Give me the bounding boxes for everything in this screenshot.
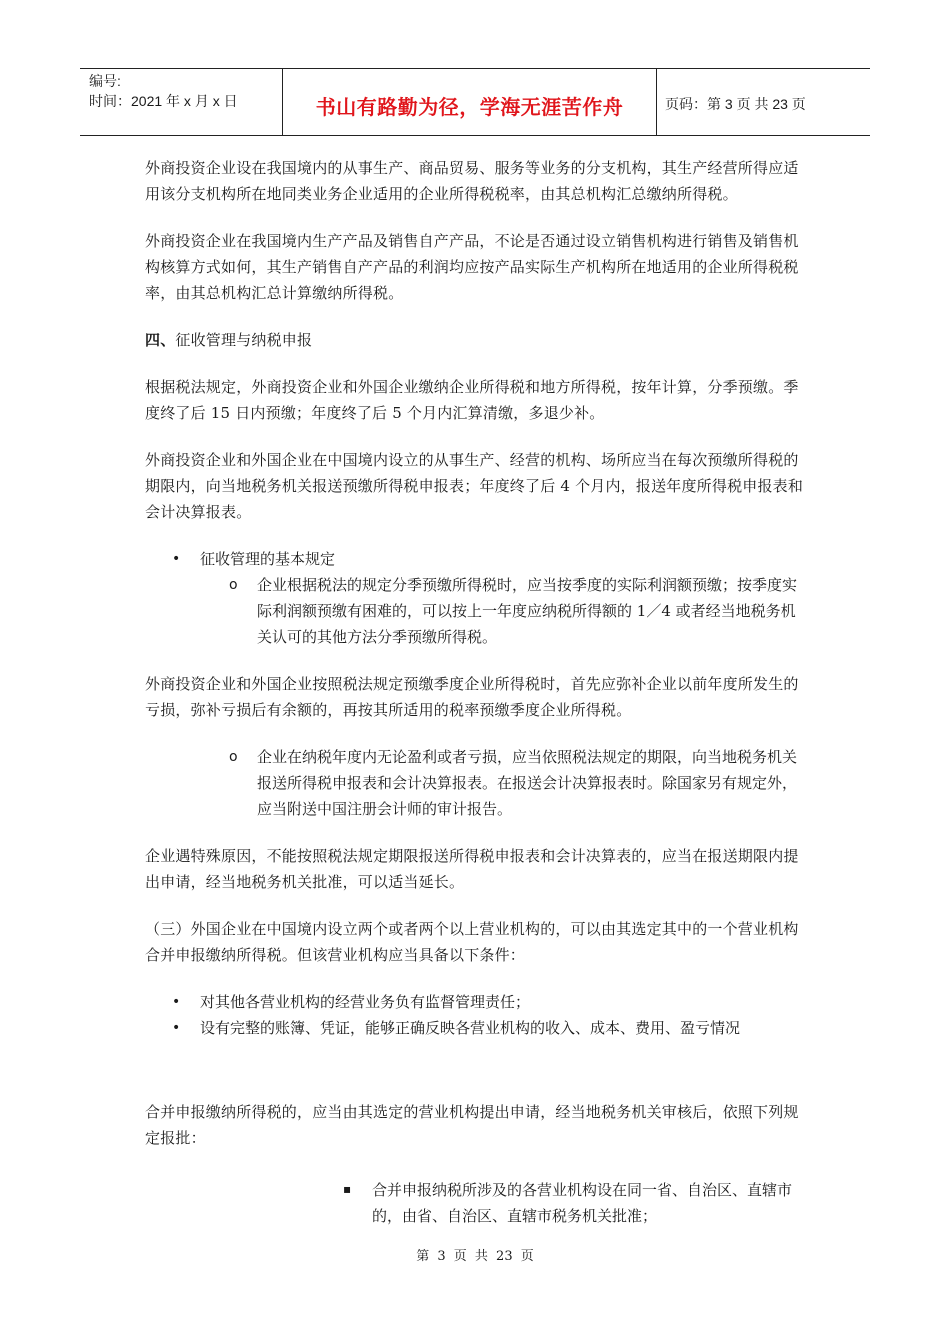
- document-date: 时间：2021 年 x 月 x 日: [89, 93, 238, 109]
- page-header: [80, 68, 870, 136]
- section-number: 四、: [145, 331, 176, 349]
- list-item-text: 设有完整的账簿、凭证，能够正确反映各营业机构的收入、成本、费用、盈亏情况: [200, 1019, 741, 1037]
- list-item: [145, 546, 810, 572]
- list-item: [145, 1177, 810, 1229]
- document-body: [145, 155, 810, 1229]
- paragraph: 根据税法规定，外商投资企业和外国企业缴纳企业所得税和地方所得税，按年计算，分季预缴。季度终了后 15 日内预缴；年度终了后 5 个月内汇算清缴，多退少补。: [145, 378, 799, 422]
- paragraph: 外商投资企业在我国境内生产产品及销售自产产品，不论是否通过设立销售机构进行销售及销售机构核算方式如何，其生产销售自产产品的利润均应按产品实际生产机构所在地适用的企业所得税税率，由其总机构汇总计算缴纳所得税。: [145, 232, 799, 302]
- circle-bullet-icon: o: [229, 577, 238, 593]
- list-item-text: 企业根据税法的规定分季预缴所得税时，应当按季度的实际利润额预缴；按季度实际利润额预缴有困难的，可以按上一年度应纳税所得额的 1／4 或者经当地税务机关认可的其他方法分季预缴所得税。: [257, 576, 798, 646]
- list-item-text: 征收管理的基本规定: [200, 550, 336, 568]
- document-number-label: 编号:: [89, 73, 121, 89]
- header-page-info: 页码：第 3 页 共 23 页: [665, 96, 806, 112]
- list-item: [145, 1015, 810, 1041]
- paragraph: 外商投资企业和外国企业按照税法规定预缴季度企业所得税时，首先应弥补企业以前年度所发生的亏损，弥补亏损后有余额的，再按其所适用的税率预缴季度企业所得税。: [145, 675, 799, 719]
- list-item-text: 合并申报纳税所涉及的各营业机构设在同一省、自治区、直辖市的，由省、自治区、直辖市税务机关批准；: [372, 1181, 793, 1225]
- page-footer: 第 3 页 共 23 页: [416, 1249, 534, 1264]
- bullet-dot-icon: •: [172, 994, 181, 1010]
- square-bullet-icon: ▪: [343, 1182, 352, 1196]
- header-meta: [80, 69, 282, 135]
- circle-bullet-icon: o: [229, 749, 238, 765]
- paragraph: 外商投资企业设在我国境内的从事生产、商品贸易、服务等业务的分支机构，其生产经营所得应适用该分支机构所在地同类业务企业适用的企业所得税税率，由其总机构汇总缴纳所得税。: [145, 159, 799, 203]
- paragraph: 合并申报缴纳所得税的，应当由其选定的营业机构提出申请，经当地税务机关审核后，依照下列规定报批：: [145, 1103, 799, 1147]
- section-heading: [145, 327, 810, 353]
- list-item: [145, 989, 810, 1015]
- header-motto: 书山有路勤为径，学海无涯苦作舟: [282, 69, 657, 135]
- paragraph: （三）外国企业在中国境内设立两个或者两个以上营业机构的，可以由其选定其中的一个营业机构合并申报缴纳所得税。但该营业机构应当具备以下条件：: [145, 920, 799, 964]
- bullet-dot-icon: •: [172, 551, 181, 567]
- list-item-text: 企业在纳税年度内无论盈利或者亏损，应当依照税法规定的期限，向当地税务机关报送所得税申报表和会计决算报表。在报送会计决算报表时。除国家另有规定外，应当附送中国注册会计师的审计报告。: [257, 748, 798, 818]
- paragraph: 企业遇特殊原因，不能按照税法规定期限报送所得税申报表和会计决算表的，应当在报送期限内提出申请，经当地税务机关批准，可以适当延长。: [145, 847, 799, 891]
- section-title: 征收管理与纳税申报: [175, 331, 313, 349]
- paragraph: 外商投资企业和外国企业在中国境内设立的从事生产、经营的机构、场所应当在每次预缴所得税的期限内，向当地税务机关报送预缴所得税申报表；年度终了后 4 个月内，报送年度所得税申报表和会计决算报表。: [145, 451, 804, 521]
- list-item-text: 对其他各营业机构的经营业务负有监督管理责任；: [200, 993, 531, 1011]
- bullet-dot-icon: •: [172, 1020, 181, 1036]
- sub-list-item: [145, 744, 810, 822]
- sub-list-item: [145, 572, 810, 650]
